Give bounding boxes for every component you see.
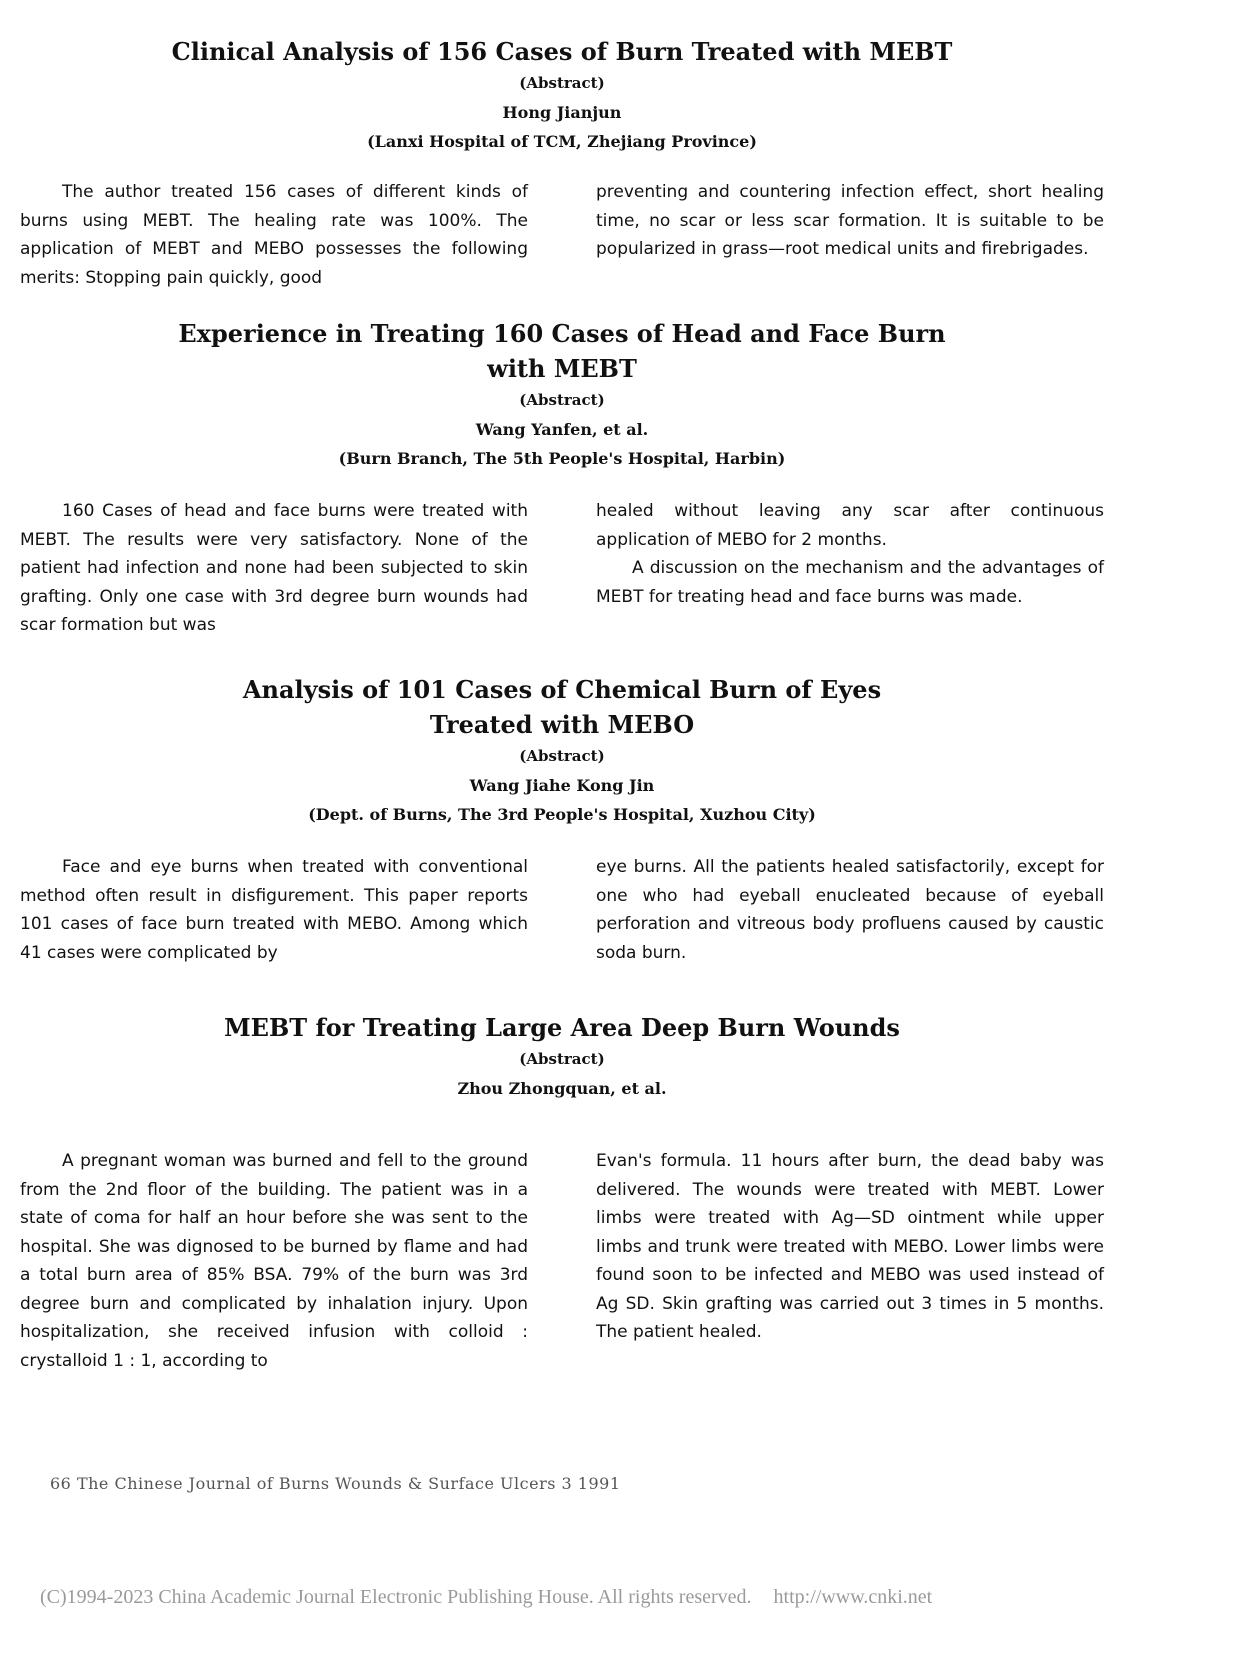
article-2 xyxy=(20,316,1104,640)
right-column xyxy=(596,853,1104,967)
article-body xyxy=(20,178,1104,292)
abstract-label: (Abstract) xyxy=(519,391,605,409)
paragraph: The author treated 156 cases of different kinds of burns using MEBT. The healing rate was 100%. The application of MEBT and MEBO possesses the following merits: Stopping pain quickly, good xyxy=(20,182,528,288)
author-line: Hong Jianjun xyxy=(502,103,622,122)
article-3 xyxy=(20,672,1104,967)
left-column xyxy=(20,1147,528,1375)
right-column xyxy=(596,1147,1104,1375)
article-body xyxy=(20,497,1104,640)
paragraph: healed without leaving any scar after continuous application of MEBO for 2 months. xyxy=(596,501,1104,550)
article-title-line-2: with MEBT xyxy=(487,354,637,383)
article-body xyxy=(20,1147,1104,1375)
cnki-link[interactable]: http://www.cnki.net xyxy=(773,1586,933,1608)
article-title: Clinical Analysis of 156 Cases of Burn Treated with MEBT xyxy=(171,37,953,66)
affiliation-line: (Burn Branch, The 5th People's Hospital, Harbin) xyxy=(338,449,786,468)
left-column xyxy=(20,497,528,640)
copyright-text: (C)1994-2023 China Academic Journal Electronic Publishing House. All rights reserved. xyxy=(40,1586,752,1608)
article-1 xyxy=(20,34,1104,292)
affiliation-line: (Lanxi Hospital of TCM, Zhejiang Province) xyxy=(367,132,757,151)
paragraph: Evan's formula. 11 hours after burn, the dead baby was delivered. The wounds were treated with MEBT. Lower limbs were treated with Ag—SD ointment while upper limbs and trunk were treated with MEBO. Lower limbs were found soon to be infected and MEBO was used instead of Ag SD. Skin grafting was carried out 3 times in 5 months. The patient healed. xyxy=(596,1151,1104,1342)
author-line: Zhou Zhongquan, et al. xyxy=(457,1079,667,1098)
right-column xyxy=(596,497,1104,640)
article-body xyxy=(20,853,1104,967)
right-column xyxy=(596,178,1104,292)
paragraph: 160 Cases of head and face burns were treated with MEBT. The results were very satisfactory. None of the patient had infection and none had been subjected to skin grafting. Only one case with 3rd degree burn wounds had scar formation but was xyxy=(20,501,528,635)
paragraph: eye burns. All the patients healed satisfactorily, except for one who had eyeball enucleated because of eyeball perforation and vitreous body profluens caused by caustic soda burn. xyxy=(596,857,1104,963)
author-line: Wang Yanfen, et al. xyxy=(475,420,649,439)
abstract-label: (Abstract) xyxy=(519,747,605,765)
left-column xyxy=(20,853,528,967)
article-title: Experience in Treating 160 Cases of Head and Face Burn xyxy=(178,319,946,348)
paragraph: A pregnant woman was burned and fell to the ground from the 2nd floor of the building. The patient was in a state of coma for half an hour before she was sent to the hospital. She was dignosed to be burned by flame and had a total burn area of 85% BSA. 79% of the burn was 3rd degree burn and complicated by inhalation injury. Upon hospitalization, she received infusion with colloid : crystalloid 1 : 1, according to xyxy=(20,1151,528,1371)
article-title: Analysis of 101 Cases of Chemical Burn of Eyes xyxy=(242,675,882,704)
abstract-label: (Abstract) xyxy=(519,1050,605,1068)
article-title: MEBT for Treating Large Area Deep Burn Wounds xyxy=(224,1013,900,1042)
paragraph: Face and eye burns when treated with conventional method often result in disfigurement. This paper reports 101 cases of face burn treated with MEBO. Among which 41 cases were complicated by xyxy=(20,857,528,963)
abstract-label: (Abstract) xyxy=(519,74,605,92)
left-column xyxy=(20,178,528,292)
article-title-line-2: Treated with MEBO xyxy=(429,710,695,739)
affiliation-line: (Dept. of Burns, The 3rd People's Hospital, Xuzhou City) xyxy=(308,805,816,824)
paragraph: A discussion on the mechanism and the advantages of MEBT for treating head and face burns was made. xyxy=(596,558,1104,607)
article-4 xyxy=(20,1010,1104,1375)
copyright-notice xyxy=(40,1586,1240,1609)
paragraph: preventing and countering infection effect, short healing time, no scar or less scar formation. It is suitable to be popularized in grass—root medical units and firebrigades. xyxy=(596,182,1104,259)
journal-footer: 66 The Chinese Journal of Burns Wounds & Surface Ulcers 3 1991 xyxy=(50,1474,621,1493)
author-line: Wang Jiahe Kong Jin xyxy=(469,776,655,795)
